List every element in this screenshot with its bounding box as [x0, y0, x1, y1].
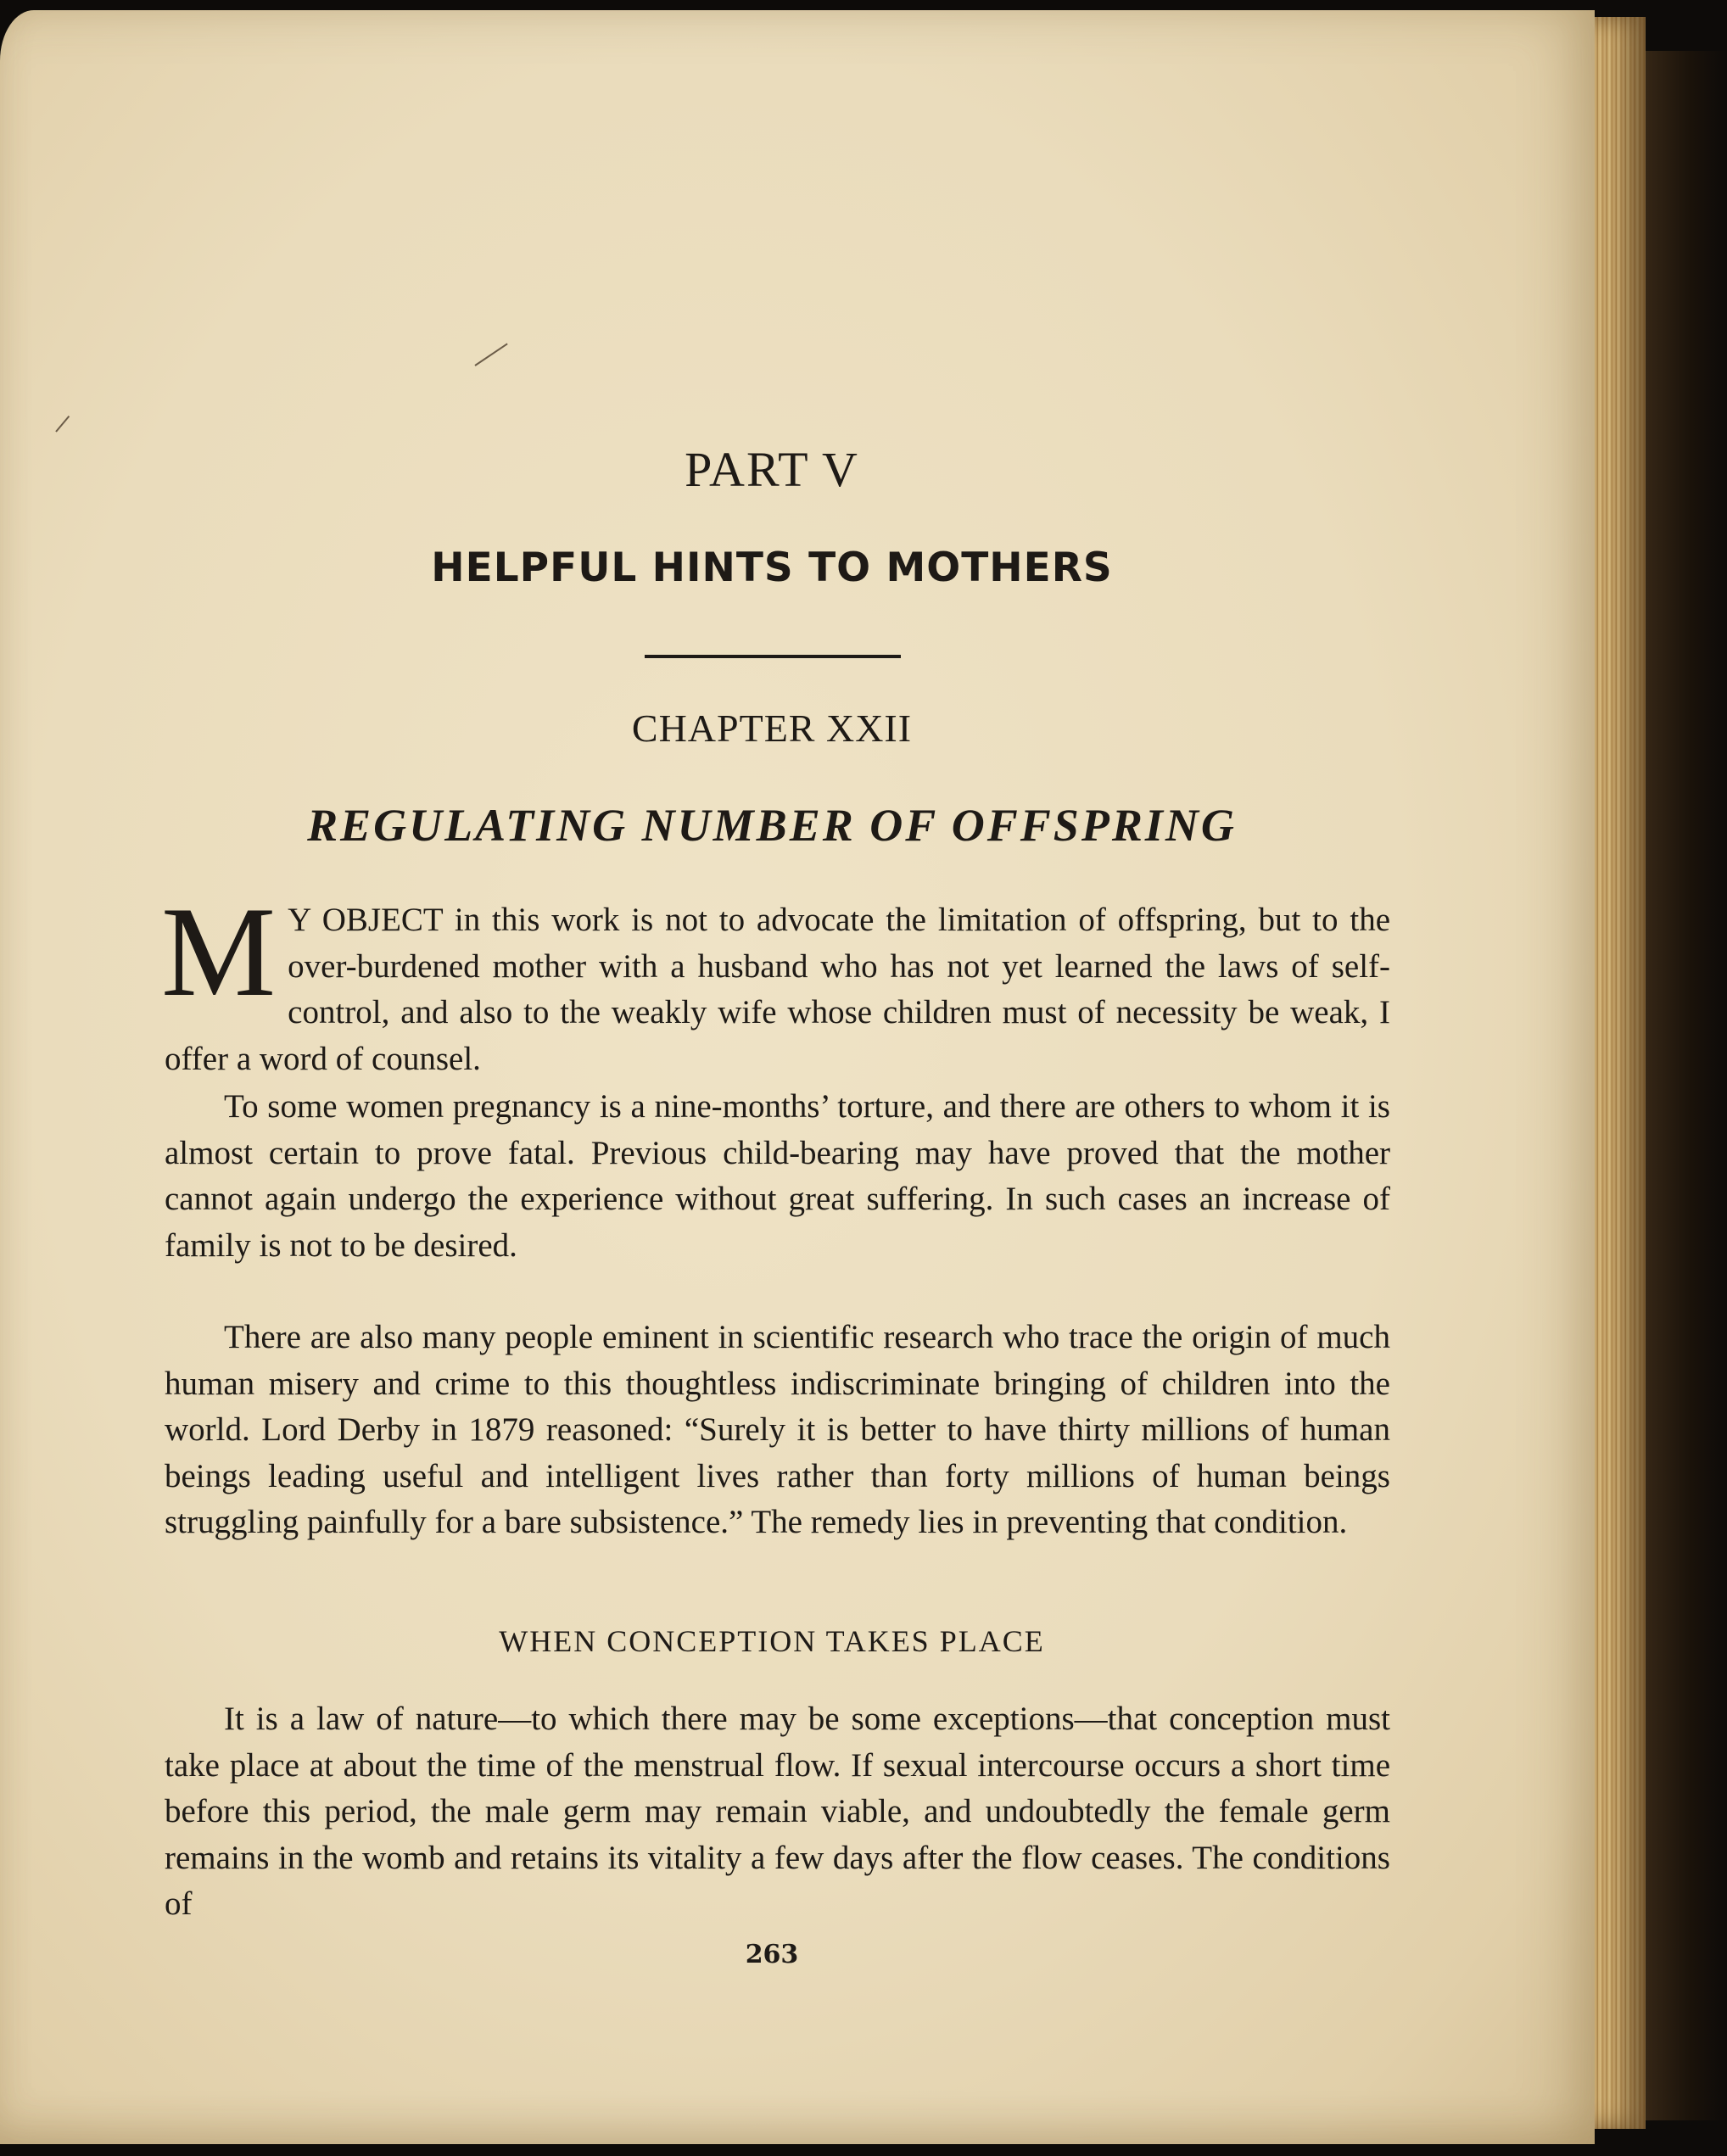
chapter-title: REGULATING NUMBER OF OFFSPRING [307, 800, 1237, 851]
paragraph-1-text: Y OBJECT in this work is not to advocate the limitation of offspring, but to the over-burdened mother with a husband who has not yet learned the laws of self-control, and also to the weakly wife whose children must of necessity be weak, I offer a word of counsel. [165, 902, 1390, 1077]
paragraph-4: It is a law of nature—to which there may be some exceptions—that conception must take place at about the time of the menstrual flow. If sexual intercourse occurs a short time before this period, the male germ may remain viable, and undoubtedly the female germ remains in the womb and retains its vitality a few days after the flow ceases. The conditions of [165, 1701, 1390, 1922]
drop-cap: M [161, 880, 277, 1023]
pencil-mark [55, 416, 70, 433]
book-binding-shadow [1637, 51, 1727, 2120]
title-divider [645, 655, 901, 658]
part-subtitle: HELPFUL HINTS TO MOTHERS [431, 545, 1113, 591]
paragraph-2: To some women pregnancy is a nine-months’ torture, and there are others to whom it is almost certain to prove fatal. Previous child-bearing may have proved that the mother cannot again undergo the experience without great suffering. In such cases an increase of family is not to be desired. [165, 1088, 1390, 1264]
page-number: 263 [745, 1940, 799, 1969]
chapter-heading: CHAPTER XXII [631, 707, 913, 750]
paragraph-1 [161, 880, 1390, 1082]
part-heading: PART V [685, 442, 859, 497]
section-heading: WHEN CONCEPTION TAKES PLACE [499, 1624, 1045, 1658]
book-page [0, 10, 1595, 2144]
pencil-mark [474, 343, 507, 366]
paragraph-3: There are also many people eminent in scientific research who trace the origin of much human misery and crime to this thoughtless indiscriminate bringing of children into the world. Lord Derby in 1879 reasoned: “Surely it is better to have thirty millions of human beings leading useful and intelligent lives rather than forty millions of human beings struggling painfully for a bare subsistence.” The remedy lies in preventing that condition. [165, 1319, 1390, 1540]
